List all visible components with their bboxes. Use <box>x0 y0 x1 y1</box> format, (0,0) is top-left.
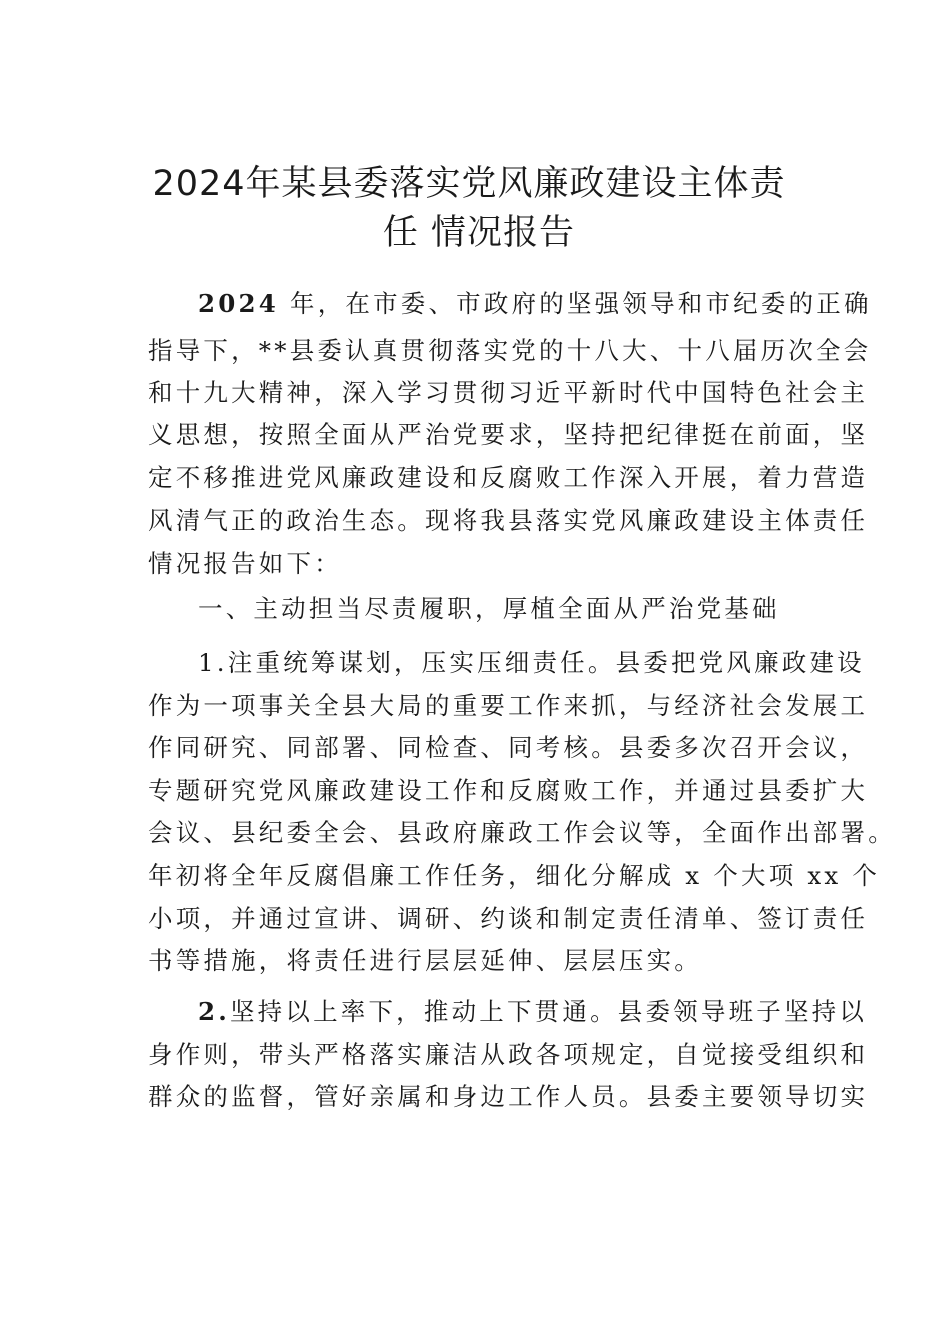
body-line: 和十九大精神，深入学习贯彻习近平新时代中国特色社会主 <box>148 378 869 407</box>
document-title-line-1: 2024年某县委落实党风廉政建设主体责 <box>152 164 786 204</box>
body-line: 小项，并通过宣讲、调研、约谈和制定责任清单、签订责任 <box>148 904 869 933</box>
body-line: 2024 年，在市委、市政府的坚强领导和市纪委的正确 <box>198 289 872 318</box>
body-line: 义思想，按照全面从严治党要求，坚持把纪律挺在前面，坚 <box>148 420 869 449</box>
body-line: 2.坚持以上率下，推动上下贯通。县委领导班子坚持以 <box>198 997 868 1026</box>
body-line: 1.注重统筹谋划，压实压细责任。县委把党风廉政建设 <box>198 648 865 677</box>
body-line: 作为一项事关全县大局的重要工作来抓，与经济社会发展工 <box>148 691 869 720</box>
body-line: 年初将全年反腐倡廉工作任务，细化分解成 x 个大项 xx 个 <box>148 861 881 890</box>
body-line: 风清气正的政治生态。现将我县落实党风廉政建设主体责任 <box>148 506 869 535</box>
body-line: 情况报告如下： <box>148 549 342 578</box>
body-line: 定不移推进党风廉政建设和反腐败工作深入开展，着力营造 <box>148 463 869 492</box>
body-line: 作同研究、同部署、同检查、同考核。县委多次召开会议， <box>148 733 869 762</box>
body-line: 书等措施，将责任进行层层延伸、层层压实。 <box>148 946 702 975</box>
body-line: 身作则，带头严格落实廉洁从政各项规定，自觉接受组织和 <box>148 1040 869 1069</box>
section-heading: 一、主动担当尽责履职，厚植全面从严治党基础 <box>198 594 780 623</box>
body-line: 专题研究党风廉政建设工作和反腐败工作，并通过县委扩大 <box>148 776 869 805</box>
body-line: 指导下，**县委认真贯彻落实党的十八大、十八届历次全会 <box>148 336 872 365</box>
document-title-line-2: 任 情况报告 <box>382 213 576 253</box>
body-line: 群众的监督，管好亲属和身边工作人员。县委主要领导切实 <box>148 1082 869 1111</box>
body-line: 会议、县纪委全会、县政府廉政工作会议等，全面作出部署。 <box>148 818 896 847</box>
bold-year: 2024 <box>198 289 279 318</box>
bold-item-number: 2. <box>198 997 230 1026</box>
